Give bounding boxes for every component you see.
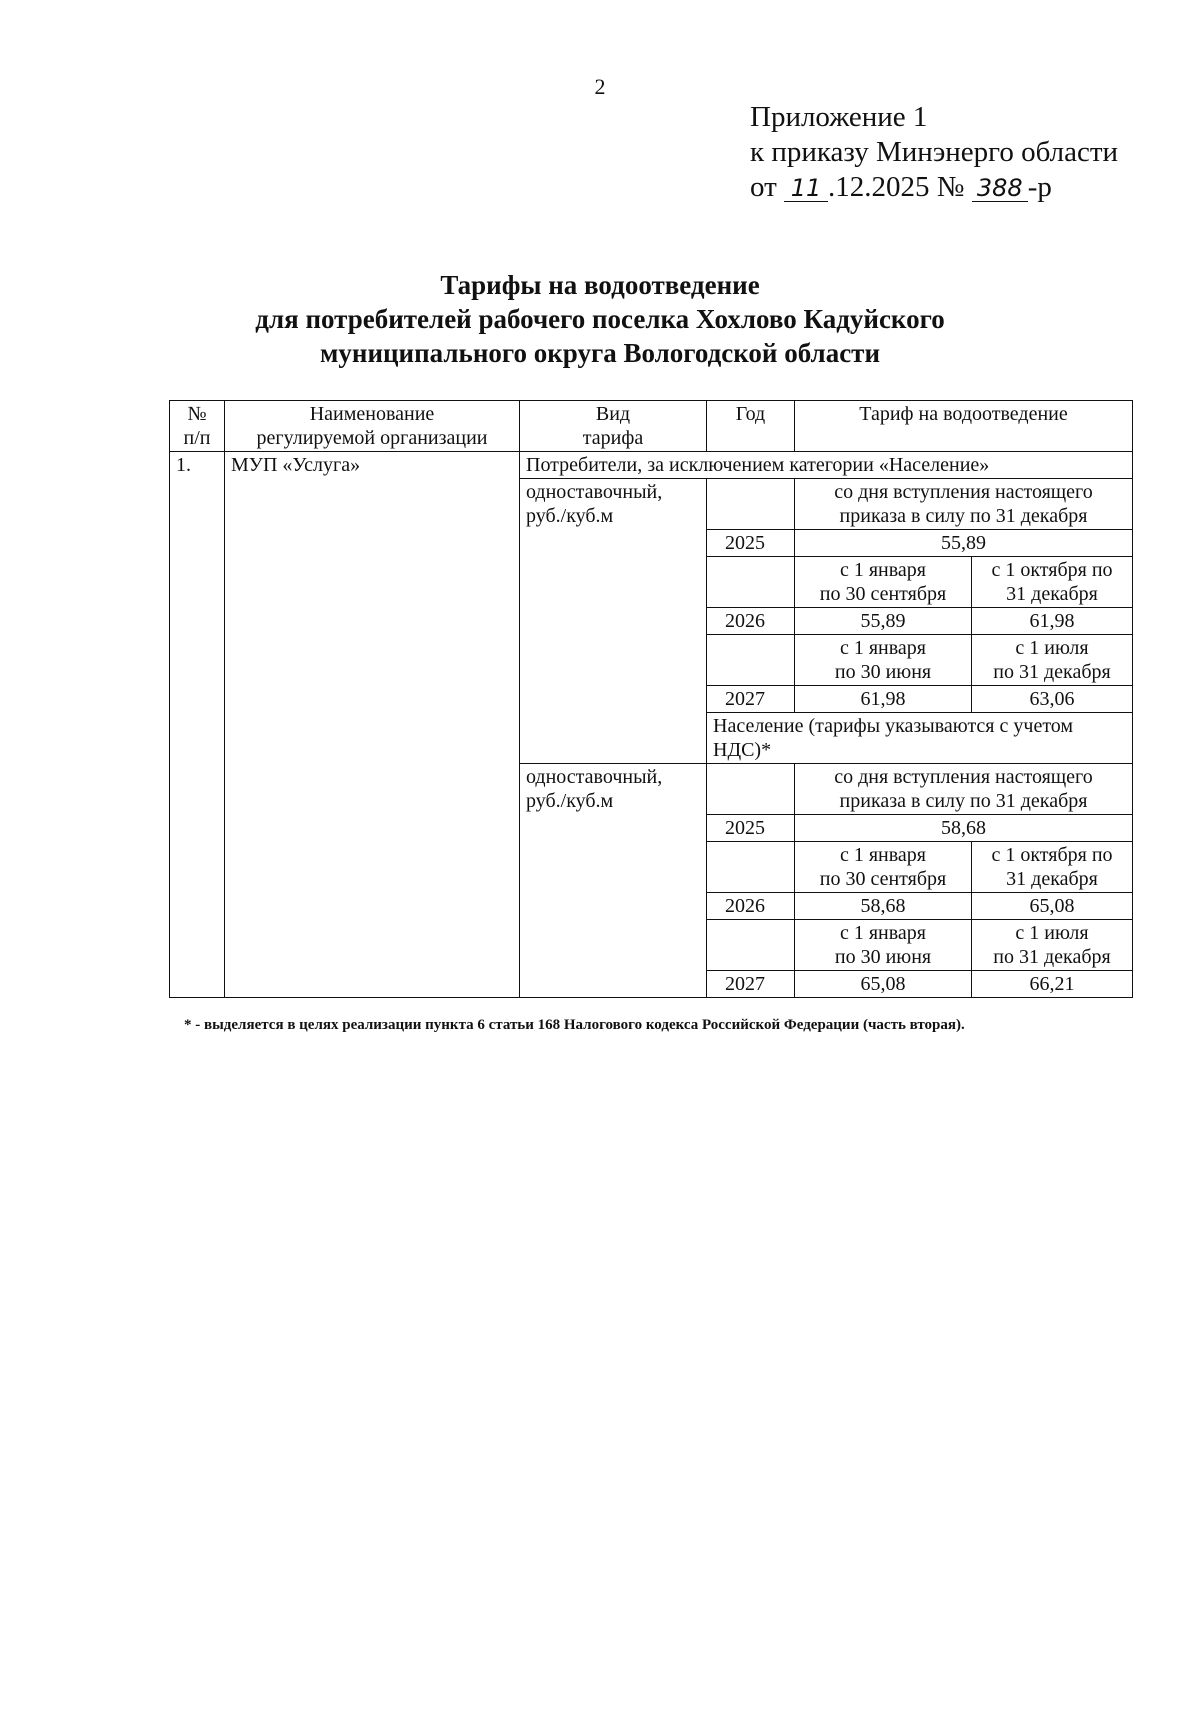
header-year: Год <box>707 401 795 452</box>
category-label: Потребители, за исключением категории «Население» <box>520 452 1133 479</box>
tariff-value: 65,08 <box>972 893 1133 920</box>
year-cell: 2026 <box>707 608 795 635</box>
period-label: с 1 января по 30 сентября <box>795 557 972 608</box>
period-label: с 1 января по 30 сентября <box>795 842 972 893</box>
tariff-value: 55,89 <box>795 608 972 635</box>
org-name: МУП «Услуга» <box>225 452 520 998</box>
tariff-value: 65,08 <box>795 971 972 998</box>
title-line-3: муниципального округа Вологодской области <box>320 338 880 368</box>
document-title <box>0 268 1200 370</box>
period-label: со дня вступления настоящего приказа в силу по 31 декабря <box>795 764 1133 815</box>
title-line-2: для потребителей рабочего поселка Хохлово Кадуйского <box>255 304 945 334</box>
tariff-table <box>169 400 1133 998</box>
order-number-handwritten: 388 <box>972 175 1028 202</box>
tariff-value: 61,98 <box>972 608 1133 635</box>
period-label: с 1 января по 30 июня <box>795 635 972 686</box>
year-cell: 2027 <box>707 971 795 998</box>
year-cell: 2027 <box>707 686 795 713</box>
year-cell: 2025 <box>707 815 795 842</box>
header-tariff: Тариф на водоотведение <box>795 401 1133 452</box>
tariff-type: одноставочный, руб./куб.м <box>520 764 707 998</box>
tariff-type: одноставочный, руб./куб.м <box>520 479 707 764</box>
footnote: * - выделяется в целях реализации пункта 6 статьи 168 Налогового кодекса Российской Федерации (часть вторая). <box>184 1017 965 1033</box>
title-line-1: Тарифы на водоотведение <box>440 270 760 300</box>
category-label: Население (тарифы указываются с учетом НДС)* <box>707 713 1133 764</box>
tariff-value: 63,06 <box>972 686 1133 713</box>
appendix-line-1: Приложение 1 <box>750 101 928 133</box>
period-label: с 1 октября по 31 декабря <box>972 557 1133 608</box>
header-org: Наименование регулируемой организации <box>225 401 520 452</box>
period-label: со дня вступления настоящего приказа в силу по 31 декабря <box>795 479 1133 530</box>
tariff-value: 61,98 <box>795 686 972 713</box>
period-label: с 1 октября по 31 декабря <box>972 842 1133 893</box>
date-prefix: от <box>750 171 777 203</box>
appendix-line-2: к приказу Минэнерго области <box>750 136 1119 168</box>
header-type: Вид тарифа <box>520 401 707 452</box>
date-rest: .12.2025 № <box>828 171 965 203</box>
tariff-value: 58,68 <box>795 815 1133 842</box>
tariff-value: 58,68 <box>795 893 972 920</box>
tariff-value: 66,21 <box>972 971 1133 998</box>
period-label: с 1 июля по 31 декабря <box>972 635 1133 686</box>
period-label: с 1 января по 30 июня <box>795 920 972 971</box>
page-number: 2 <box>594 74 606 99</box>
table-header-row <box>170 401 1133 452</box>
year-cell: 2026 <box>707 893 795 920</box>
period-label: с 1 июля по 31 декабря <box>972 920 1133 971</box>
table-row <box>170 452 1133 479</box>
date-day-handwritten: 11 <box>784 175 828 202</box>
header-num: № п/п <box>170 401 225 452</box>
year-cell: 2025 <box>707 530 795 557</box>
tariff-value: 55,89 <box>795 530 1133 557</box>
order-suffix: -р <box>1027 171 1052 203</box>
row-number: 1. <box>170 452 225 998</box>
appendix-header <box>750 100 1118 205</box>
appendix-date-line <box>750 170 1118 205</box>
